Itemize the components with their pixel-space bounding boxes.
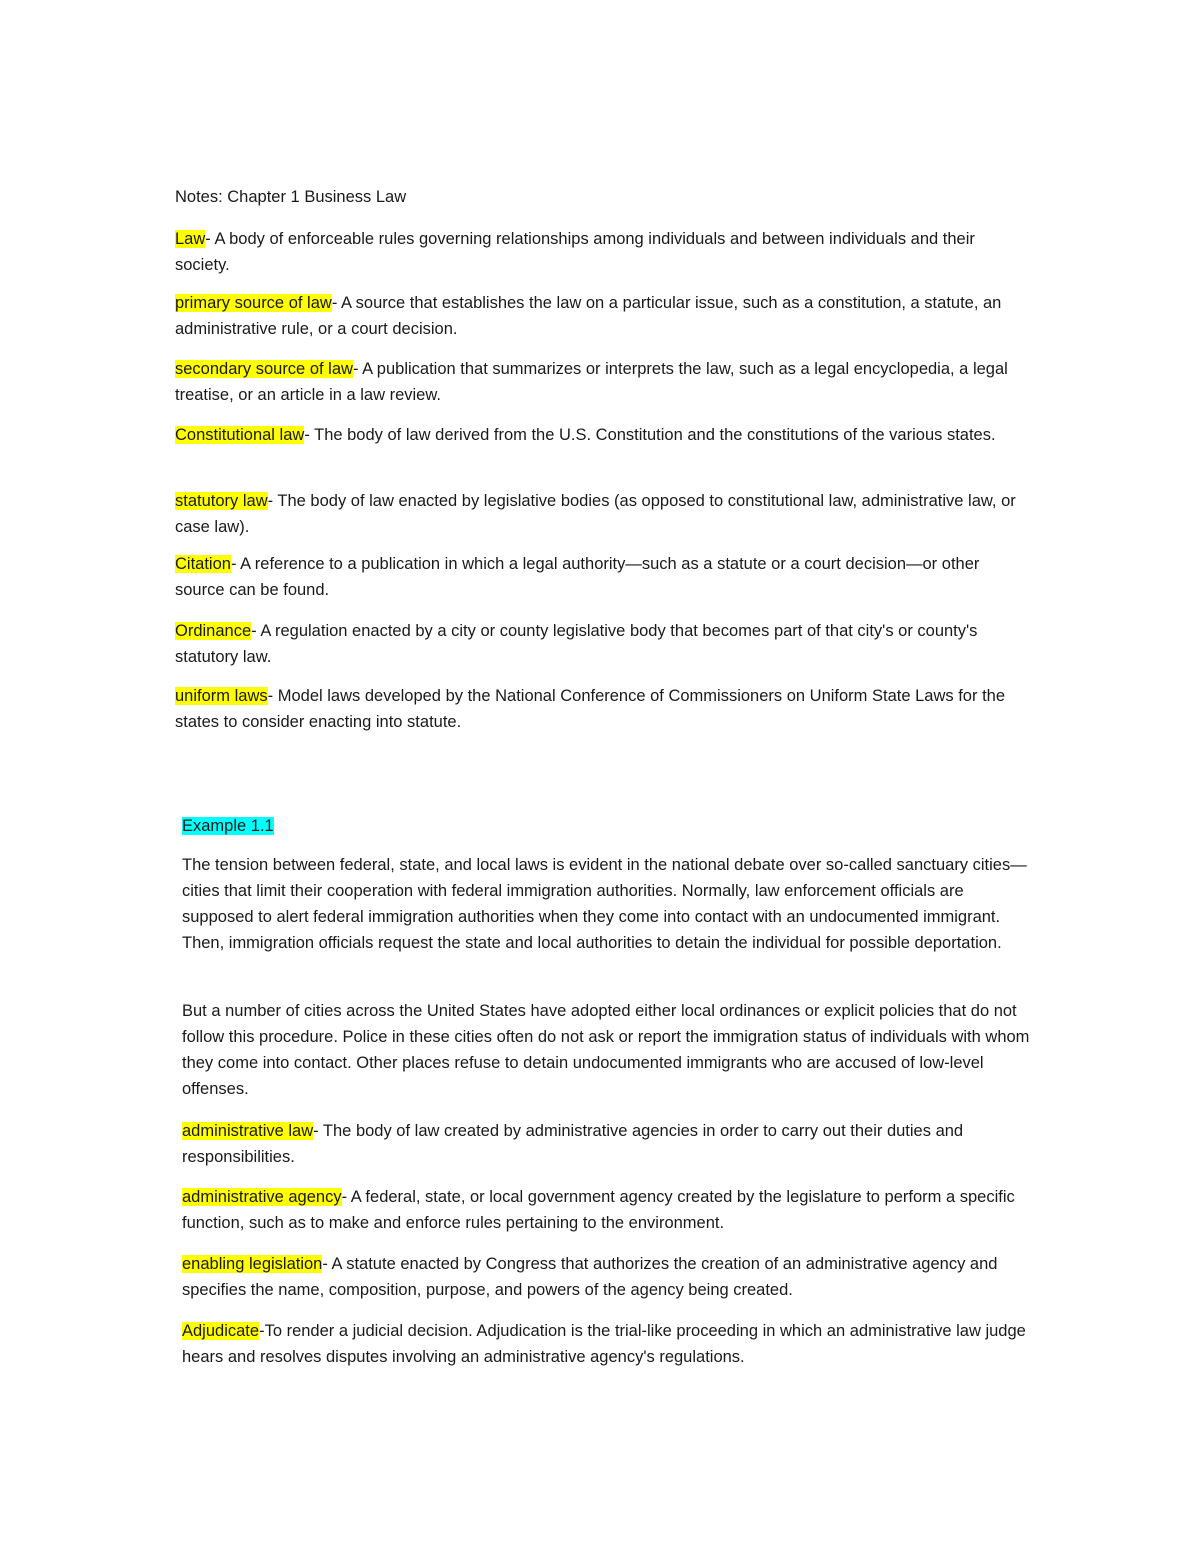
term-separator: - <box>304 426 315 444</box>
term-highlight: administrative agency <box>182 1188 342 1206</box>
term-highlight: enabling legislation <box>182 1255 323 1273</box>
term-highlight: Ordinance <box>175 622 252 640</box>
definition-text: A source that establishes the law on a particular issue, such as a constitution, a statute, an administrative rule, or a court decision. <box>175 294 1002 338</box>
term-separator: - <box>267 687 278 705</box>
definition-text: The body of law created by administrative agencies in order to carry out their duties and responsibilities. <box>182 1122 964 1166</box>
definition-text: A publication that summarizes or interprets the law, such as a legal encyclopedia, a legal treatise, or an article in a law review. <box>175 360 1008 404</box>
term-separator: - <box>322 1255 332 1273</box>
definition-ordinance <box>175 618 1025 670</box>
example-heading-highlight: Example 1.1 <box>182 817 274 835</box>
term-separator: - <box>230 555 241 573</box>
term-highlight: primary source of law <box>175 294 332 312</box>
definition-text: A body of enforceable rules governing relationships among individuals and between individuals and their society. <box>175 230 975 274</box>
term-highlight: Law <box>175 230 206 248</box>
term-highlight: uniform laws <box>175 687 268 705</box>
example-heading <box>182 813 274 839</box>
definition-text: To render a judicial decision. Adjudication is the trial-like proceeding in which an administrative law judge hears and resolves disputes involving an administrative agency's regulations. <box>182 1322 1026 1366</box>
term-separator: - <box>331 294 341 312</box>
term-highlight: administrative law <box>182 1122 314 1140</box>
definition-adjudicate <box>182 1318 1032 1370</box>
term-separator: - <box>352 360 363 378</box>
example-paragraph: The tension between federal, state, and local laws is evident in the national debate over so-called sanctuary cities—cities that limit their cooperation with federal immigration authorities. Normally, law enforcement officials are supposed to alert federal immigration authorities when they come into contact with an undocumented immigrant. Then, immigration officials request the state and local authorities to detain the individual for possible deportation. <box>182 856 1027 952</box>
term-highlight: statutory law <box>175 492 268 510</box>
term-separator: - <box>259 1322 265 1340</box>
definition-citation <box>175 551 1025 603</box>
term-highlight: Citation <box>175 555 231 573</box>
definition-text: The body of law derived from the U.S. Constitution and the constitutions of the various states. <box>314 426 996 444</box>
term-separator: - <box>313 1122 323 1140</box>
example-paragraph: But a number of cities across the United States have adopted either local ordinances or explicit policies that do not follow this procedure. Police in these cities often do not ask or report the immigration status of individuals with whom they come into contact. Other places refuse to detain undocumented immigrants who are accused of low-level offenses. <box>182 1002 1030 1098</box>
definition-primary-source <box>175 290 1025 342</box>
definition-law <box>175 226 1025 278</box>
definition-uniform-laws <box>175 683 1025 735</box>
definition-enabling-legislation <box>182 1251 1032 1303</box>
definition-text: A reference to a publication in which a legal authority—such as a statute or a court decision—or other source can be found. <box>175 555 980 599</box>
definition-text: The body of law enacted by legislative bodies (as opposed to constitutional law, administrative law, or case law). <box>175 492 1016 536</box>
page-title: Notes: Chapter 1 Business Law <box>175 188 407 206</box>
term-highlight: Adjudicate <box>182 1322 260 1340</box>
term-highlight: secondary source of law <box>175 360 353 378</box>
definition-text: Model laws developed by the National Conference of Commissioners on Uniform State Laws for the states to consider enacting into statute. <box>175 687 1005 731</box>
definition-text: A regulation enacted by a city or county legislative body that becomes part of that city's or county's statutory law. <box>175 622 978 666</box>
term-separator: - <box>341 1188 351 1206</box>
definition-administrative-law <box>182 1118 1032 1170</box>
definition-text: A federal, state, or local government agency created by the legislature to perform a specific function, such as to make and enforce rules pertaining to the environment. <box>182 1188 1015 1232</box>
definition-statutory-law <box>175 488 1025 540</box>
term-highlight: Constitutional law <box>175 426 305 444</box>
definition-constitutional-law <box>175 422 1025 448</box>
definition-administrative-agency <box>182 1184 1032 1236</box>
term-separator: - <box>205 230 215 248</box>
term-separator: - <box>267 492 278 510</box>
definition-secondary-source <box>175 356 1025 408</box>
definition-text: A statute enacted by Congress that authorizes the creation of an administrative agency and specifies the name, composition, purpose, and powers of the agency being created. <box>182 1255 998 1299</box>
term-separator: - <box>251 622 261 640</box>
